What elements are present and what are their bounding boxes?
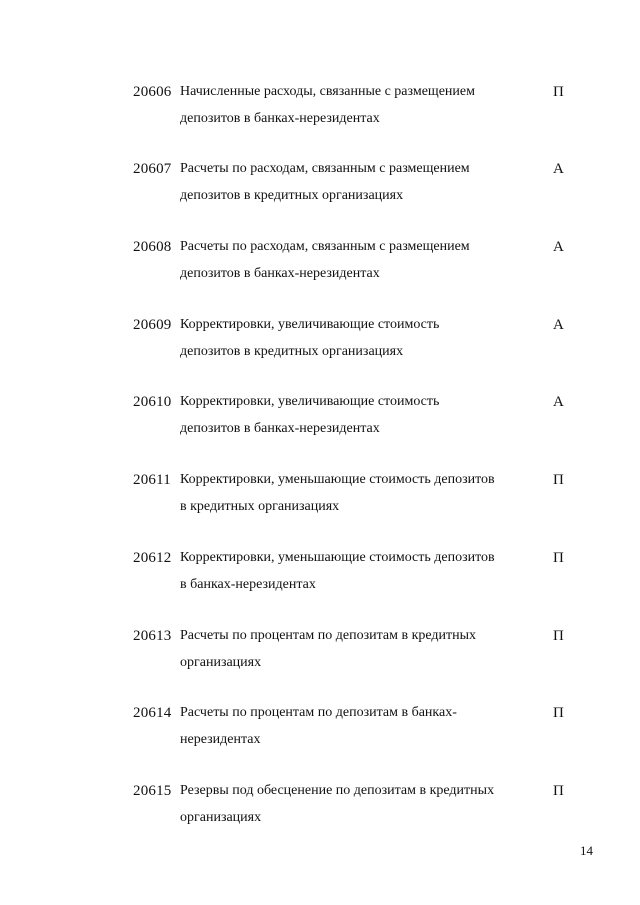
- account-description-line: Корректировки, увеличивающие стоимость: [180, 394, 440, 409]
- account-description-line: нерезидентах: [180, 732, 261, 747]
- account-type: П: [553, 705, 564, 721]
- account-description-line: Расчеты по процентам по депозитам в банках-: [180, 705, 457, 720]
- account-entry-20611: [0, 470, 640, 530]
- account-description-line: Резервы под обесценение по депозитам в кредитных: [180, 783, 495, 798]
- account-entry-20606: [0, 82, 640, 142]
- account-description: [180, 233, 530, 287]
- account-code: 20613: [133, 628, 172, 644]
- account-description: [180, 466, 530, 520]
- account-entry-20610: [0, 392, 640, 452]
- account-type: П: [553, 550, 564, 566]
- account-description-line: депозитов в банках-нерезидентах: [180, 111, 380, 126]
- account-type: П: [553, 783, 564, 799]
- account-description: [180, 311, 530, 365]
- account-code: 20609: [133, 317, 172, 333]
- account-description-line: Корректировки, увеличивающие стоимость: [180, 317, 440, 332]
- page-number: 14: [580, 843, 593, 858]
- account-code: 20606: [133, 84, 172, 100]
- account-description-line: Корректировки, уменьшающие стоимость депозитов: [180, 550, 495, 565]
- account-type: П: [553, 84, 564, 100]
- account-code: 20611: [133, 472, 171, 488]
- account-code: 20612: [133, 550, 172, 566]
- account-description-line: депозитов в банках-нерезидентах: [180, 266, 380, 281]
- account-type: П: [553, 472, 564, 488]
- account-type: А: [553, 394, 564, 410]
- account-description-line: Начисленные расходы, связанные с размещением: [180, 84, 475, 99]
- account-description: [180, 78, 530, 132]
- account-description: [180, 777, 530, 831]
- account-entry-20613: [0, 626, 640, 686]
- account-code: 20614: [133, 705, 172, 721]
- account-description: [180, 622, 530, 676]
- account-entry-20615: [0, 781, 640, 841]
- account-description-line: депозитов в банках-нерезидентах: [180, 421, 380, 436]
- account-entry-20609: [0, 315, 640, 375]
- account-description-line: в кредитных организациях: [180, 499, 340, 514]
- account-description-line: Расчеты по расходам, связанным с размещением: [180, 161, 470, 176]
- account-description-line: Корректировки, уменьшающие стоимость депозитов: [180, 472, 495, 487]
- account-description-line: организациях: [180, 810, 262, 825]
- account-description: [180, 544, 530, 598]
- account-description: [180, 388, 530, 442]
- account-code: 20608: [133, 239, 172, 255]
- account-code: 20610: [133, 394, 172, 410]
- account-entry-20612: [0, 548, 640, 608]
- account-type: А: [553, 317, 564, 333]
- account-type: П: [553, 628, 564, 644]
- account-description-line: Расчеты по расходам, связанным с размещением: [180, 239, 470, 254]
- account-type: А: [553, 239, 564, 255]
- account-entry-20608: [0, 237, 640, 297]
- account-code: 20607: [133, 161, 172, 177]
- account-description: [180, 155, 530, 209]
- account-code: 20615: [133, 783, 172, 799]
- account-description-line: Расчеты по процентам по депозитам в кредитных: [180, 628, 477, 643]
- account-entry-20614: [0, 703, 640, 763]
- account-entry-20607: [0, 159, 640, 219]
- account-description-line: депозитов в кредитных организациях: [180, 188, 404, 203]
- account-description-line: организациях: [180, 655, 262, 670]
- account-description-line: в банках-нерезидентах: [180, 577, 316, 592]
- account-type: А: [553, 161, 564, 177]
- account-description: [180, 699, 530, 753]
- account-description-line: депозитов в кредитных организациях: [180, 344, 404, 359]
